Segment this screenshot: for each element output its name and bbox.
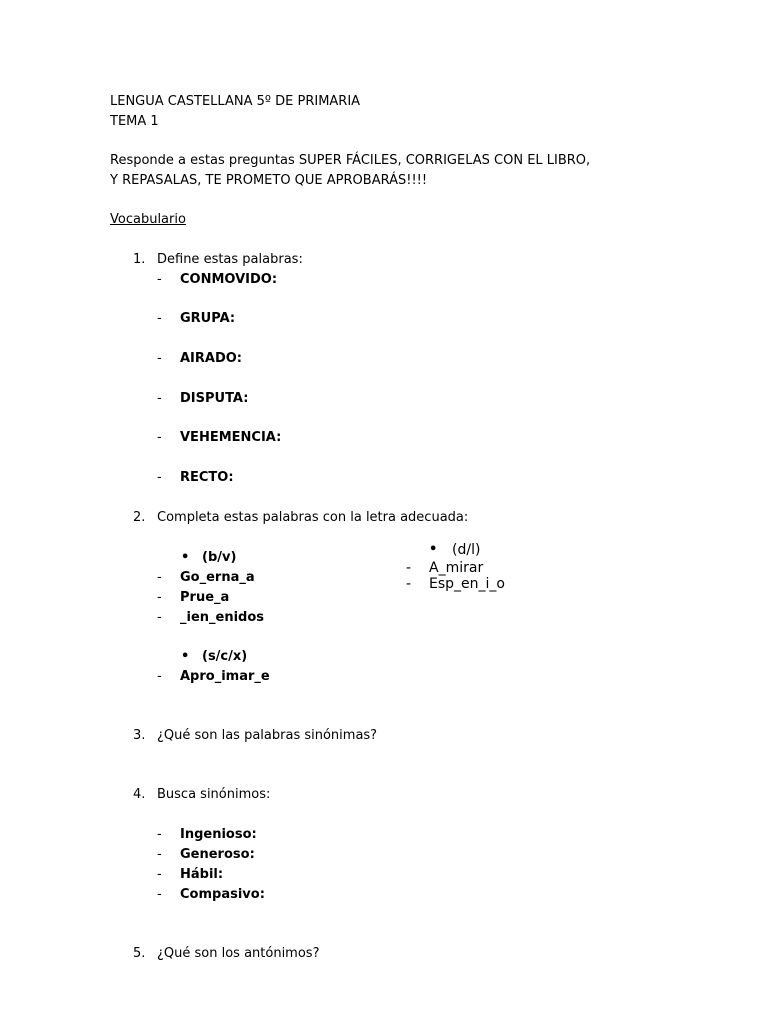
- list-dash: -: [157, 570, 162, 585]
- list-dash: -: [157, 430, 162, 445]
- group-scx-item: Apro_imar_e: [180, 669, 270, 684]
- list-dash: -: [157, 669, 162, 684]
- list-dash: -: [406, 560, 412, 576]
- question-3-text: ¿Qué son las palabras sinónimas?: [157, 728, 378, 743]
- q4-item: Generoso:: [180, 847, 255, 862]
- bullet-icon: •: [181, 649, 190, 664]
- list-dash: -: [157, 887, 162, 902]
- group-bv-item: _ien_enidos: [180, 610, 265, 625]
- intro-line-1: Responde a estas preguntas SUPER FÁCILES, CORRIGELAS CON EL LIBRO,: [110, 153, 591, 168]
- list-dash: -: [157, 391, 162, 406]
- list-dash: -: [157, 590, 162, 605]
- intro-line-2: Y REPASALAS, TE PROMETO QUE APROBARÁS!!!!: [110, 173, 428, 188]
- document-subtitle: TEMA 1: [110, 114, 159, 129]
- list-dash: -: [157, 311, 162, 326]
- q4-item: Hábil:: [180, 867, 224, 882]
- list-dash: -: [157, 272, 162, 287]
- question-2-number: 2.: [133, 510, 146, 525]
- group-scx-label: (s/c/x): [202, 649, 248, 664]
- question-1-text: Define estas palabras:: [157, 252, 303, 267]
- list-dash: -: [157, 867, 162, 882]
- question-4-text: Busca sinónimos:: [157, 787, 271, 802]
- q4-item: Compasivo:: [180, 887, 265, 902]
- bullet-icon: •: [429, 542, 438, 557]
- list-dash: -: [157, 610, 162, 625]
- question-2-text: Completa estas palabras con la letra adecuada:: [157, 510, 469, 525]
- q4-item: Ingenioso:: [180, 827, 257, 842]
- question-5-number: 5.: [133, 946, 146, 961]
- question-4-number: 4.: [133, 787, 146, 802]
- list-dash: -: [157, 351, 162, 366]
- group-dl-item: A_mirar: [429, 560, 484, 576]
- section-title: Vocabulario: [110, 212, 186, 227]
- group-dl-item: Esp_en_i_o: [429, 576, 505, 592]
- q1-word: DISPUTA:: [180, 391, 249, 406]
- question-3-number: 3.: [133, 728, 146, 743]
- list-dash: -: [157, 847, 162, 862]
- list-dash: -: [157, 470, 162, 485]
- list-dash: -: [157, 827, 162, 842]
- q1-word: GRUPA:: [180, 311, 236, 326]
- bullet-icon: •: [181, 550, 190, 565]
- group-bv-item: Prue_a: [180, 590, 230, 605]
- group-bv-item: Go_erna_a: [180, 570, 255, 585]
- question-1-number: 1.: [133, 252, 146, 267]
- q1-word: CONMOVIDO:: [180, 272, 278, 287]
- document-title: LENGUA CASTELLANA 5º DE PRIMARIA: [110, 94, 361, 109]
- q1-word: VEHEMENCIA:: [180, 430, 282, 445]
- question-5-text: ¿Qué son los antónimos?: [157, 946, 320, 961]
- q1-word: RECTO:: [180, 470, 234, 485]
- q1-word: AIRADO:: [180, 351, 243, 366]
- group-bv-label: (b/v): [202, 550, 237, 565]
- list-dash: -: [406, 576, 412, 592]
- group-dl-label: (d/l): [452, 542, 481, 558]
